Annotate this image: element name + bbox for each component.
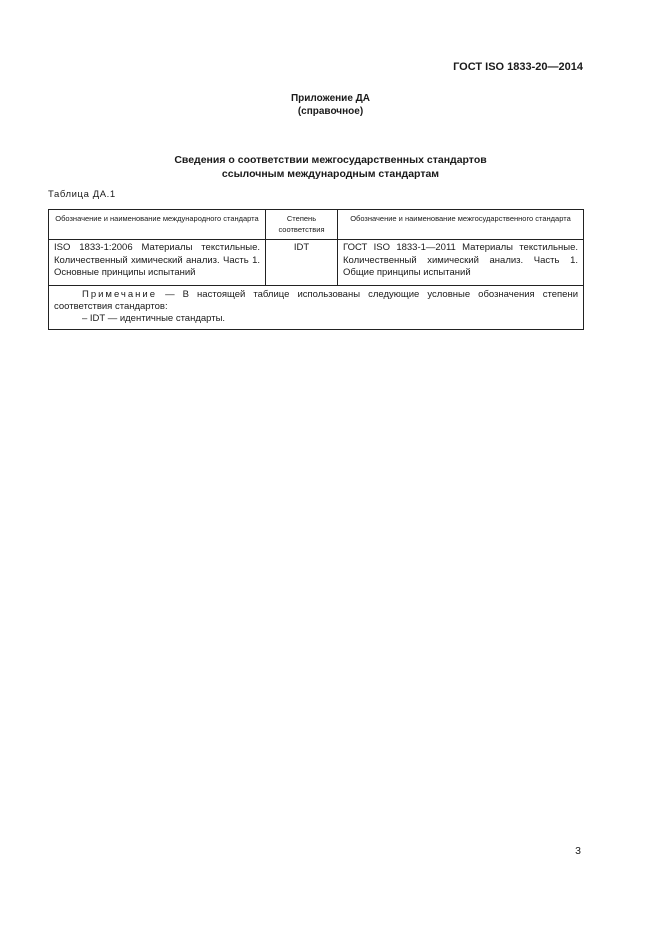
page-number: 3 [575, 845, 581, 857]
appendix-status: (справочное) [297, 106, 364, 117]
heading-line-2: ссылочным международным стандартам [221, 168, 440, 180]
note-label: Примечание [82, 288, 157, 300]
note-body [54, 289, 578, 313]
cell-degree: IDT [266, 240, 338, 286]
table-header-row [49, 210, 584, 240]
table-note [49, 285, 584, 329]
appendix-title-block [0, 92, 661, 118]
header-international-standard: Обозначение и наименование международного стандарта [49, 210, 266, 240]
table-row [49, 240, 584, 286]
document-code: ГОСТ ISO 1833-20—2014 [453, 61, 583, 73]
section-heading [0, 153, 661, 181]
header-interstate-standard: Обозначение и наименование межгосударственного стандарта [338, 210, 584, 240]
correspondence-table [48, 209, 584, 330]
cell-interstate-standard: ГОСТ ISO 1833-1—2011 Материалы текстильные. Количественный химический анализ. Часть 1. Общие принципы испытаний [338, 240, 584, 286]
cell-international-standard: ISO 1833-1:2006 Материалы текстильные. Количественный химический анализ. Часть 1. Основные принципы испытаний [49, 240, 266, 286]
appendix-title: Приложение ДА [290, 93, 371, 104]
heading-line-1: Сведения о соответствии межгосударственных стандартов [174, 154, 487, 166]
header-degree-of-correspondence: Степень соответствия [266, 210, 338, 240]
table-note-row [49, 285, 584, 329]
note-text: — В настоящей таблице использованы следующие условные обозначения степени соответствия стандартов: [54, 288, 578, 312]
table-caption: Таблица ДА.1 [48, 189, 116, 200]
note-item: – IDT — идентичные стандарты. [82, 312, 226, 324]
